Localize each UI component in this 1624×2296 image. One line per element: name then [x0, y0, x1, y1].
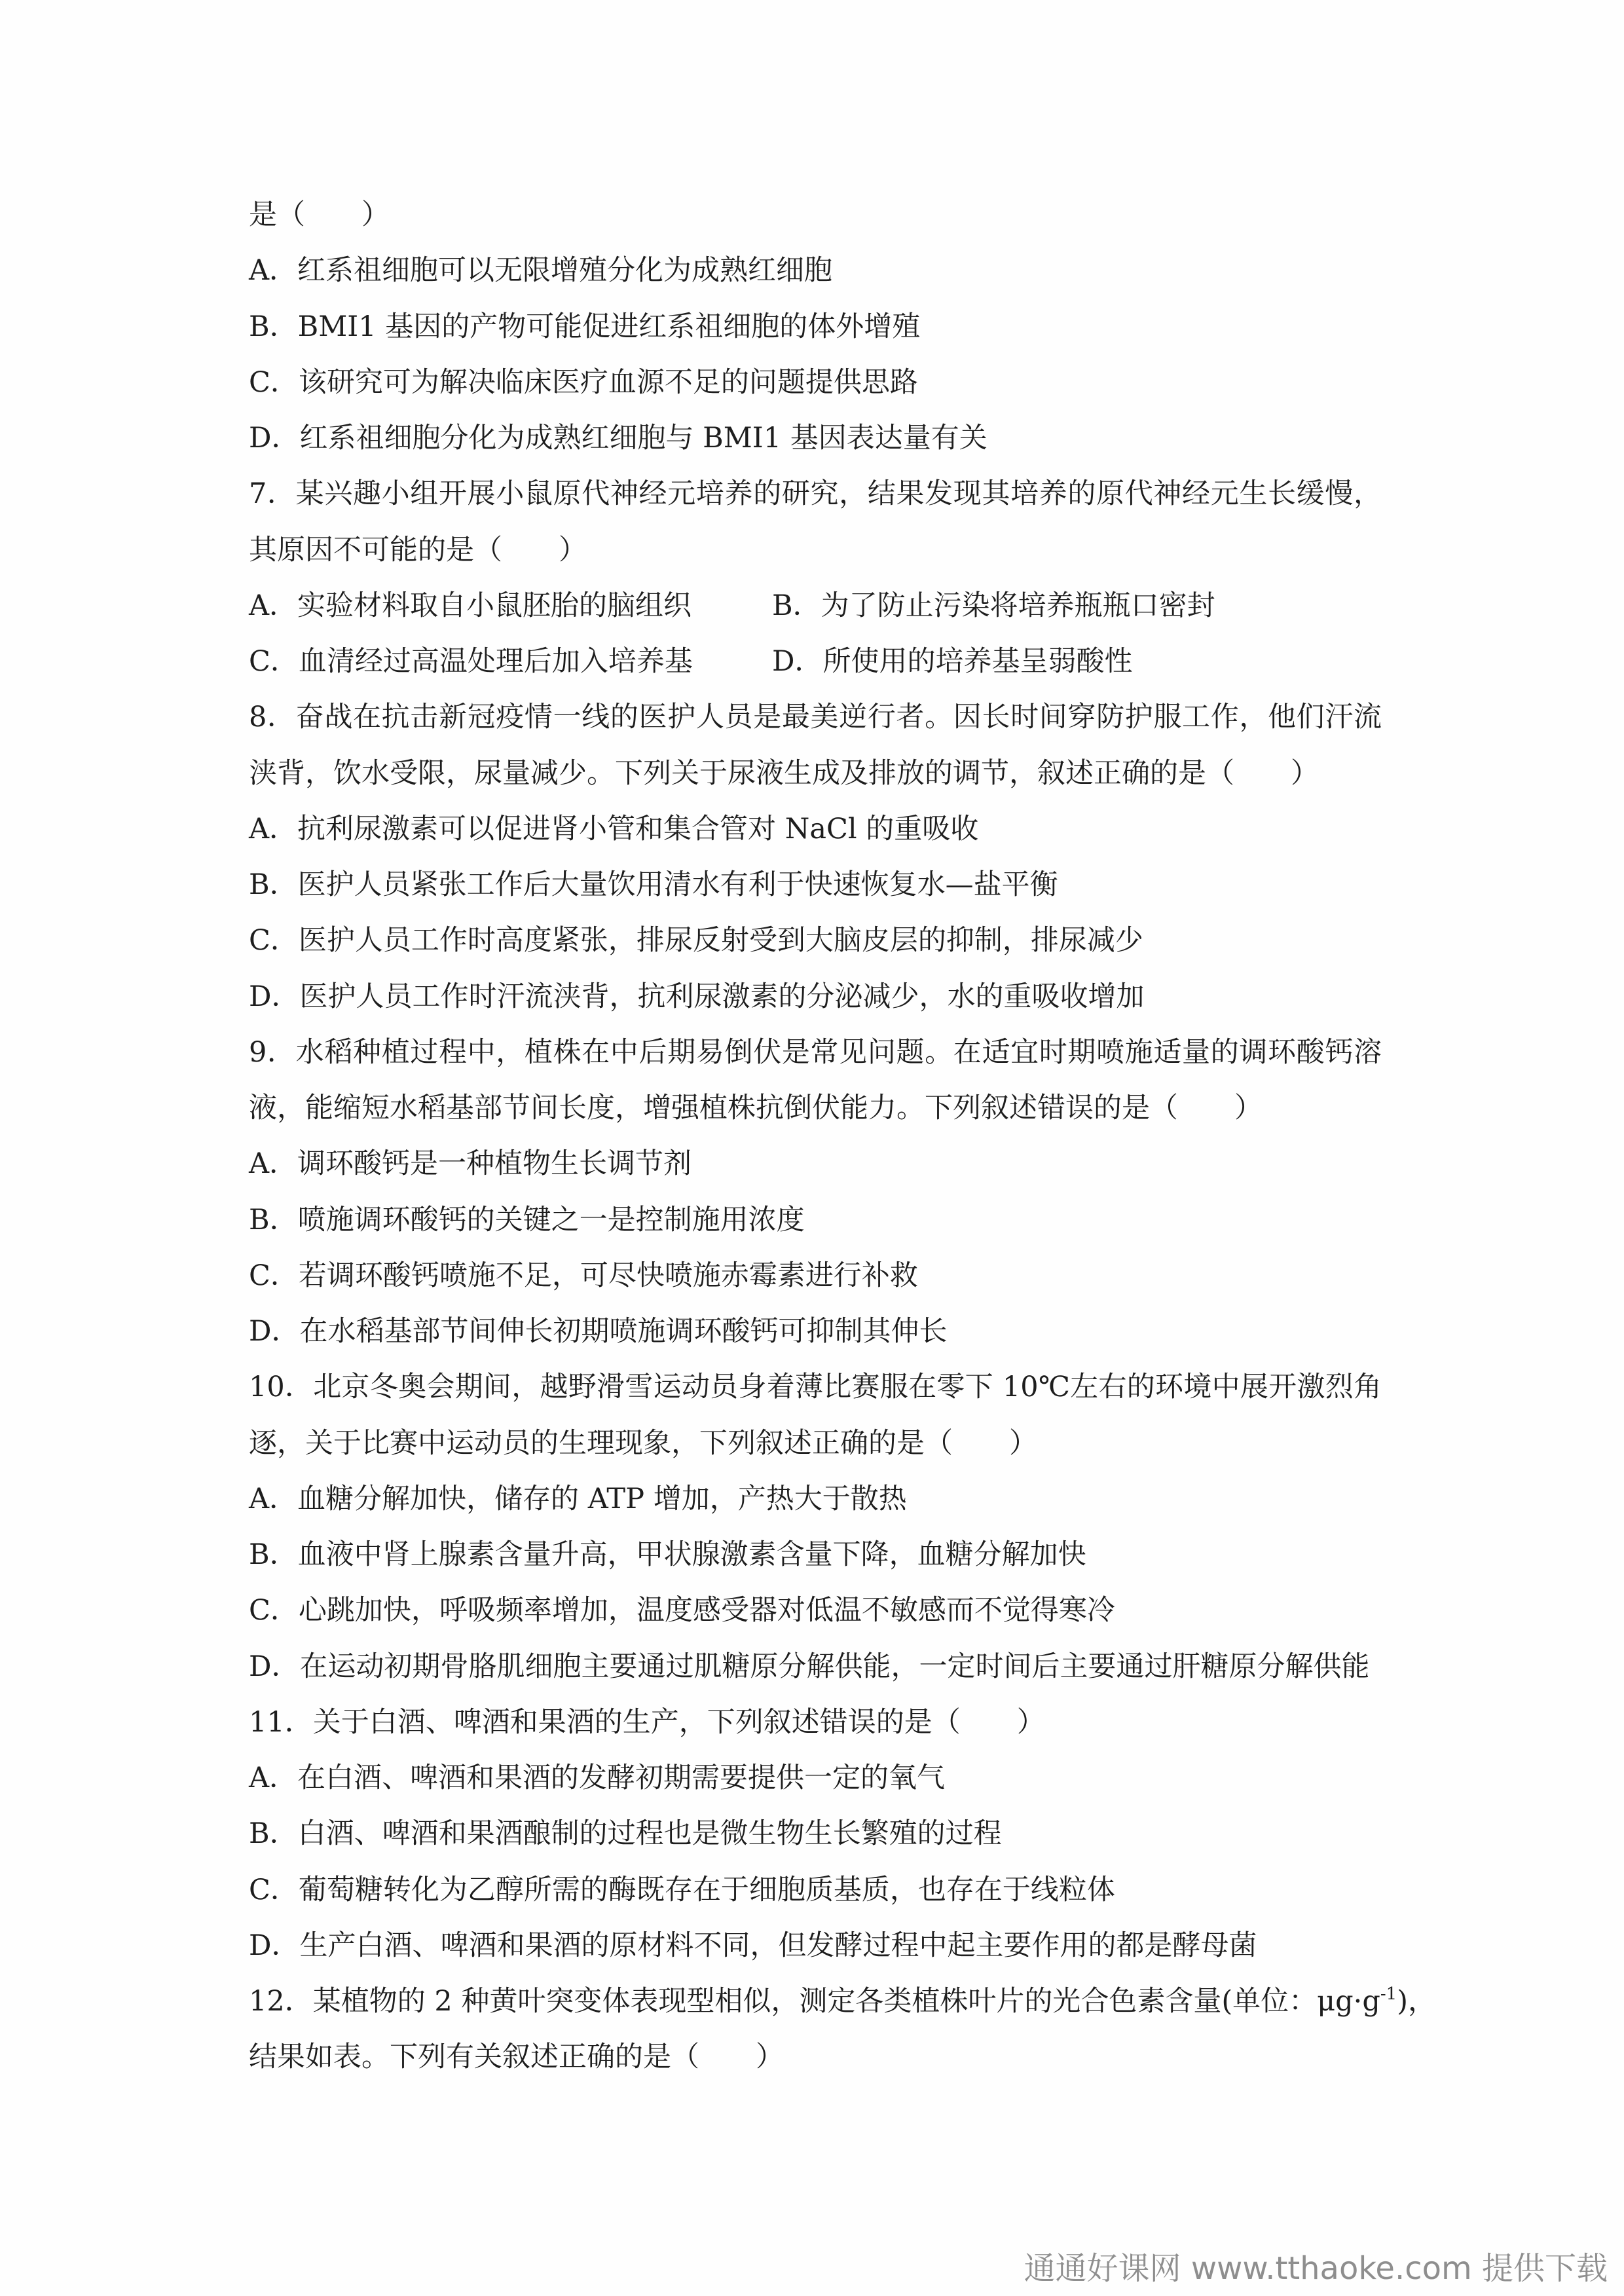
question-7-stem-line-1: 7．某兴趣小组开展小鼠原代神经元培养的研究，结果发现其培养的原代神经元生长缓慢， [249, 477, 1382, 511]
unit-exponent: -1 [1380, 1984, 1397, 2004]
question-10-option-d: D．在运动初期骨胳肌细胞主要通过肌糖原分解供能，一定时间后主要通过肝糖原分解供能 [249, 1650, 1370, 1683]
question-9-option-d: D．在水稻基部节间伸长初期喷施调环酸钙可抑制其伸长 [249, 1315, 948, 1348]
question-7-option-a: A．实验材料取自小鼠胚胎的脑组织 [249, 589, 692, 622]
question-9-option-c: C．若调环酸钙喷施不足，可尽快喷施赤霉素进行补救 [249, 1259, 918, 1292]
question-7-option-d: D．所使用的培养基呈弱酸性 [772, 645, 1133, 678]
question-11-option-c: C．葡萄糖转化为乙醇所需的酶既存在于细胞质基质，也存在于线粒体 [249, 1873, 1115, 1906]
question-8-stem-line-1: 8．奋战在抗击新冠疫情一线的医护人员是最美逆行者。因长时间穿防护服工作，他们汗流 [249, 701, 1382, 734]
question-8-option-d: D．医护人员工作时汗流浃背，抗利尿激素的分泌减少，水的重吸收增加 [249, 980, 1145, 1013]
question-12-stem-line-1-end: )， [1397, 1985, 1436, 2018]
question-10-stem-line-1: 10．北京冬奥会期间，越野滑雪运动员身着薄比赛服在零下 10℃左右的环境中展开激烈角 [249, 1371, 1382, 1404]
question-10-option-c: C．心跳加快，呼吸频率增加，温度感受器对低温不敏感而不觉得寒冷 [249, 1594, 1115, 1627]
question-6-option-a: A．红系祖细胞可以无限增殖分化为成熟红细胞 [249, 254, 833, 287]
question-9-option-b: B．喷施调环酸钙的关键之一是控制施用浓度 [249, 1203, 805, 1236]
watermark-footer: 通通好课网 www.tthaoke.com 提供下载 [1024, 2250, 1608, 2287]
question-8-option-c: C．医护人员工作时高度紧张，排尿反射受到大脑皮层的抑制，排尿减少 [249, 924, 1143, 957]
question-10-option-b: B．血液中肾上腺素含量升高，甲状腺激素含量下降，血糖分解加快 [249, 1538, 1086, 1571]
exam-page-content [249, 187, 1436, 2086]
question-11-option-b: B．白酒、啤酒和果酒酿制的过程也是微生物生长繁殖的过程 [249, 1817, 1002, 1851]
question-11-option-a: A．在白酒、啤酒和果酒的发酵初期需要提供一定的氧气 [249, 1762, 946, 1794]
question-12-stem-line-1 [249, 1974, 1436, 2029]
question-7-options-row-2 [249, 634, 1382, 690]
question-7-option-b: B．为了防止污染将培养瓶瓶口密封 [772, 589, 1215, 622]
question-7-option-c: C．血清经过高温处理后加入培养基 [249, 645, 693, 678]
question-10-stem-line-2: 逐，关于比赛中运动员的生理现象，下列叙述正确的是（ ） [249, 1426, 1037, 1460]
question-8-option-a: A．抗利尿激素可以促进肾小管和集合管对 NaCl 的重吸收 [249, 812, 979, 845]
question-9-stem-line-1: 9．水稻种植过程中，植株在中后期易倒伏是常见问题。在适宜时期喷施适量的调环酸钙溶 [249, 1035, 1382, 1069]
question-9-stem-line-2: 液，能缩短水稻基部节间长度，增强植株抗倒伏能力。下列叙述错误的是（ ） [249, 1092, 1263, 1124]
question-6-option-d: D．红系祖细胞分化为成熟红细胞与 BMI1 基因表达量有关 [249, 422, 987, 454]
question-8-stem-line-2: 浃背，饮水受限，尿量减少。下列关于尿液生成及排放的调节，叙述正确的是（ ） [249, 756, 1319, 790]
question-10-option-a: A．血糖分解加快，储存的 ATP 增加，产热大于散热 [249, 1482, 907, 1515]
question-12-stem-line-2: 结果如表。下列有关叙述正确的是（ ） [249, 2041, 784, 2074]
question-11-option-d: D．生产白酒、啤酒和果酒的原材料不同，但发酵过程中起主要作用的都是酵母菌 [249, 1929, 1257, 1962]
question-9-option-a: A．调环酸钙是一种植物生长调节剂 [249, 1147, 692, 1181]
question-6-option-c: C．该研究可为解决临床医疗血源不足的问题提供思路 [249, 365, 918, 399]
question-11-stem: 11．关于白酒、啤酒和果酒的生产，下列叙述错误的是（ ） [249, 1705, 1045, 1739]
question-12-stem-line-1-text: 12．某植物的 2 种黄叶突变体表现型相似，测定各类植株叶片的光合色素含量(单位：μg·g [249, 1985, 1380, 2018]
question-7-options-row-1 [249, 578, 1382, 634]
question-6-stem-tail: 是（ ） [249, 198, 390, 231]
question-7-stem-line-2: 其原因不可能的是（ ） [249, 533, 587, 566]
question-6-option-b: B．BMI1 基因的产物可能促进红系祖细胞的体外增殖 [249, 310, 921, 343]
question-8-option-b: B．医护人员紧张工作后大量饮用清水有利于快速恢复水—盐平衡 [249, 868, 1058, 901]
